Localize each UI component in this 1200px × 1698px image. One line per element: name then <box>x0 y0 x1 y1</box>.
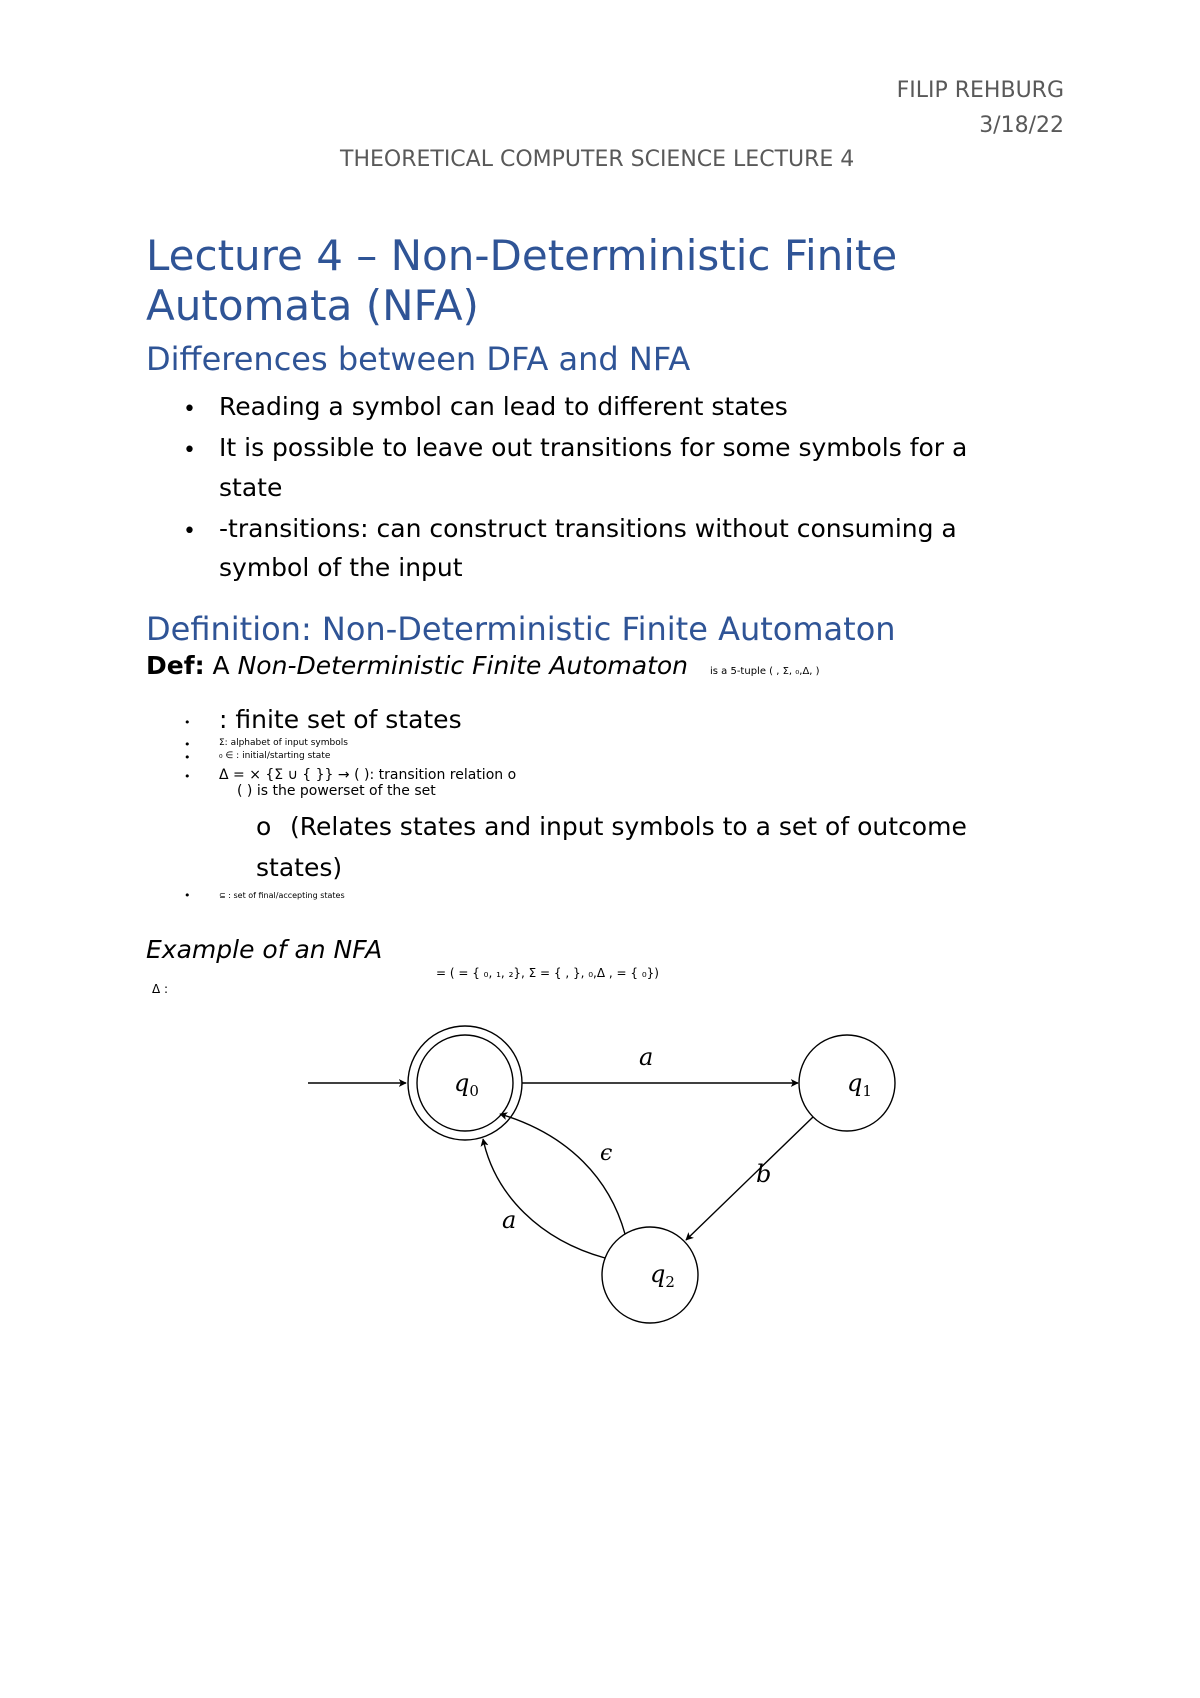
def-sub-relates: (Relates states and input symbols to a set of outcome <box>290 812 967 841</box>
state-q1-label: $q_1$ <box>847 1069 872 1100</box>
list-item: -transitions: can construct transitions without consuming a <box>219 514 957 543</box>
def-tuple: is a 5-tuple ( , Σ, ₀,Δ, ) <box>709 666 820 677</box>
edge-label-q2-q0-a: a <box>502 1206 517 1234</box>
def-item-powerset: ( ) is the powerset of the set <box>237 783 436 799</box>
edge-q2-q0-a <box>483 1139 605 1258</box>
def-item-sigma: Σ: alphabet of input symbols <box>219 738 348 748</box>
bullet-marker: • <box>184 716 191 729</box>
def-item-final: ⊆ : set of final/accepting states <box>219 891 345 900</box>
author-name: FILIP REHBURG <box>896 78 1064 103</box>
def-item-delta: Δ = × {Σ ∪ { }} → ( ): transition relation o <box>219 767 517 783</box>
edge-q1-q2 <box>686 1117 813 1240</box>
bullet-marker: • <box>184 738 191 751</box>
page-title-line1: Lecture 4 – Non-Deterministic Finite <box>146 231 898 280</box>
bullet-marker: • <box>184 751 191 764</box>
date: 3/18/22 <box>979 113 1064 138</box>
state-q2-label: $q_2$ <box>650 1260 675 1291</box>
def-article: A <box>212 651 230 680</box>
def-item-states: : finite set of states <box>219 705 462 734</box>
def-label: Def: <box>146 651 205 680</box>
edge-q2-q0-epsilon <box>500 1114 625 1234</box>
sub-bullet-marker: o <box>256 812 272 841</box>
def-sub-relates-continuation: states) <box>256 853 343 882</box>
page-title-line2: Automata (NFA) <box>146 281 479 330</box>
bullet-marker: • <box>183 438 196 463</box>
edge-label-q1-q2: b <box>756 1160 772 1188</box>
list-item: Reading a symbol can lead to different states <box>219 392 788 421</box>
list-item-continuation: symbol of the input <box>219 553 463 582</box>
bullet-marker: • <box>184 889 191 902</box>
edge-label-q0-q1: a <box>639 1043 654 1071</box>
course-header: THEORETICAL COMPUTER SCIENCE LECTURE 4 <box>340 147 855 172</box>
section-heading-differences: Differences between DFA and NFA <box>146 340 691 378</box>
list-item: It is possible to leave out transitions for some symbols for a <box>219 433 968 462</box>
example-tuple: = ( = { ₀, ₁, ₂}, Σ = { , }, ₀,Δ , = { ₀}) <box>436 966 659 980</box>
edge-label-epsilon: ϵ <box>600 1141 613 1166</box>
section-heading-definition: Definition: Non-Deterministic Finite Automaton <box>146 610 896 648</box>
example-heading: Example of an NFA <box>146 935 383 964</box>
bullet-marker: • <box>183 519 196 544</box>
list-item-continuation: state <box>219 473 283 502</box>
bullet-marker: • <box>184 770 191 783</box>
bullet-marker: • <box>183 397 196 422</box>
example-delta-label: Δ : <box>152 982 169 996</box>
def-term: Non-Deterministic Finite Automaton <box>237 651 689 680</box>
def-item-initial: ₀ ∈ : initial/starting state <box>219 751 331 761</box>
state-q0-label: $q_0$ <box>454 1069 479 1100</box>
